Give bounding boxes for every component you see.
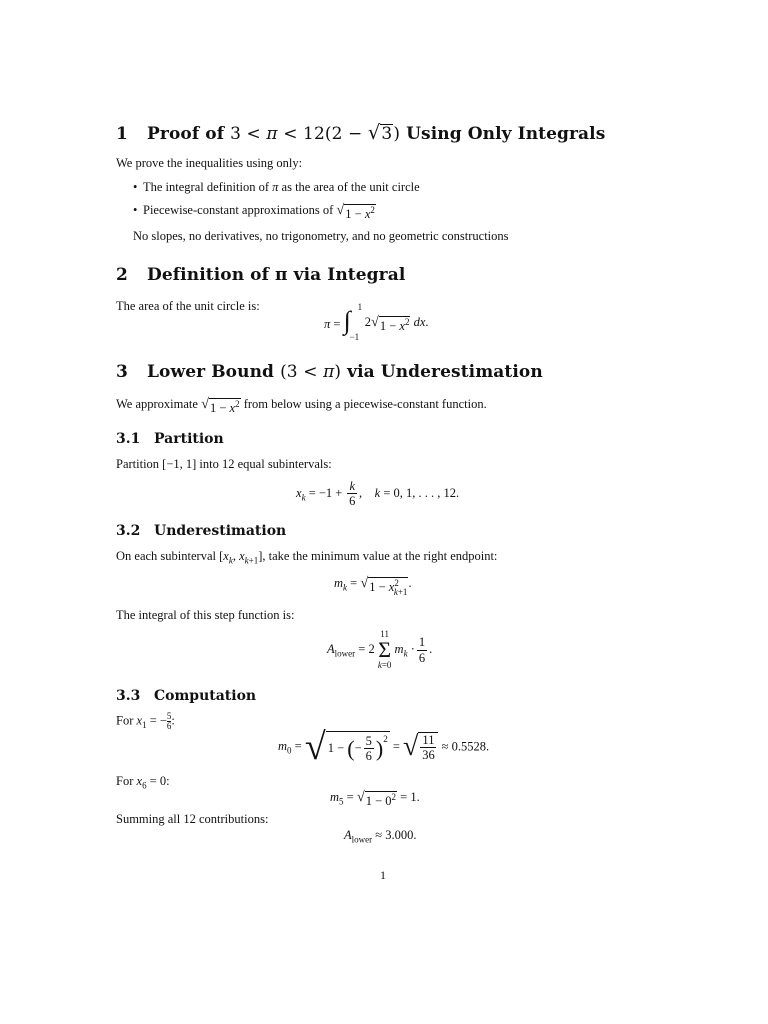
bullet-item: • Piecewise-constant approximations of √ $1 - x^2$ [133,202,375,222]
partition-text: Partition [−1, 1] into 12 equal subintervals: [116,457,332,471]
section-2-intro: The area of the unit circle is: [116,299,260,313]
m5-equation: $m_5$ = √ $1 - 0^2$ = 1. [330,789,420,809]
section-3-heading: 3 Lower Bound (3 < π) via Underestimation [116,362,543,382]
bullet-item: • The integral definition of π as the area of the unit circle [133,180,420,194]
pi-integral-equation: π = ∫ 1 −1 2 √ $1 - x^2$ dx. [324,302,429,342]
section-title-prefix: Proof of [147,124,231,144]
mk-equation: $m_k$ = √ $1 - x^2_{k+1}$ . [334,575,412,597]
section-number: 3 [116,362,128,382]
m0-equation: $m_0$ = √ 1 − (− $\frac{5}{6}$ )$^2$ = √ $\frac{11}{36}$ ≈ 0.5528. [278,726,490,768]
for-x6-text: For $x_6 = 0$: [116,774,170,791]
section-2-heading [116,265,405,285]
intro-prefix: We approximate [116,397,202,411]
subsection-title: Computation [154,688,257,704]
subsection-title: Partition [154,431,224,447]
subsection-3-2-heading [116,523,286,539]
text-suffix: , take the minimum value at the right endpoint: [262,549,498,563]
bullet-item: No slopes, no derivatives, no trigonometry, and no geometric constructions [133,229,509,243]
text-prefix: On each subinterval [116,549,220,563]
section-number: 1 [116,124,128,144]
page-number: 1 [380,868,386,882]
subsection-3-3-heading [116,688,256,704]
section-title-math: 3 < π < 12(2 − √ 3 ) [230,121,401,144]
summing-text: Summing all 12 contributions: [116,812,269,826]
a-lower-result: $A_{lower} \approx 3.000$. [344,828,417,845]
section-number: 2 [116,265,128,285]
section-3-intro: We approximate √ $1 - x^2$ from below using a piecewise-constant function. [116,396,487,416]
a-lower-sum-equation: $A_{lower} = 2$ 11 Σ k=0 $m_k$ · $\frac{1}{6}$ . [327,629,433,670]
partition-equation: $x_k = -1$ + $\frac{k}{6}$ , k = 0, 1, . . . , 12. [296,479,460,509]
subsection-number: 3.2 [116,523,141,539]
step-integral-text: The integral of this step function is: [116,608,295,622]
section-1-heading [116,123,605,145]
subsection-number: 3.1 [116,431,141,447]
subsection-3-1-heading [116,431,224,447]
intro-suffix: from below using a piecewise-constant function. [240,397,487,411]
underestimation-text: On each subinterval [$x_k$, $x_{k+1}$], take the minimum value at the right endpoint: [116,549,498,566]
for-x1-text: For $x_1$ = − $\frac{5}{6}$ : [116,711,175,731]
section-title-suffix: Using Only Integrals [400,124,606,144]
section-title: Definition of π via Integral [147,265,406,285]
subsection-title: Underestimation [154,523,287,539]
section-1-intro: We prove the inequalities using only: [116,156,303,170]
subsection-number: 3.3 [116,688,141,704]
